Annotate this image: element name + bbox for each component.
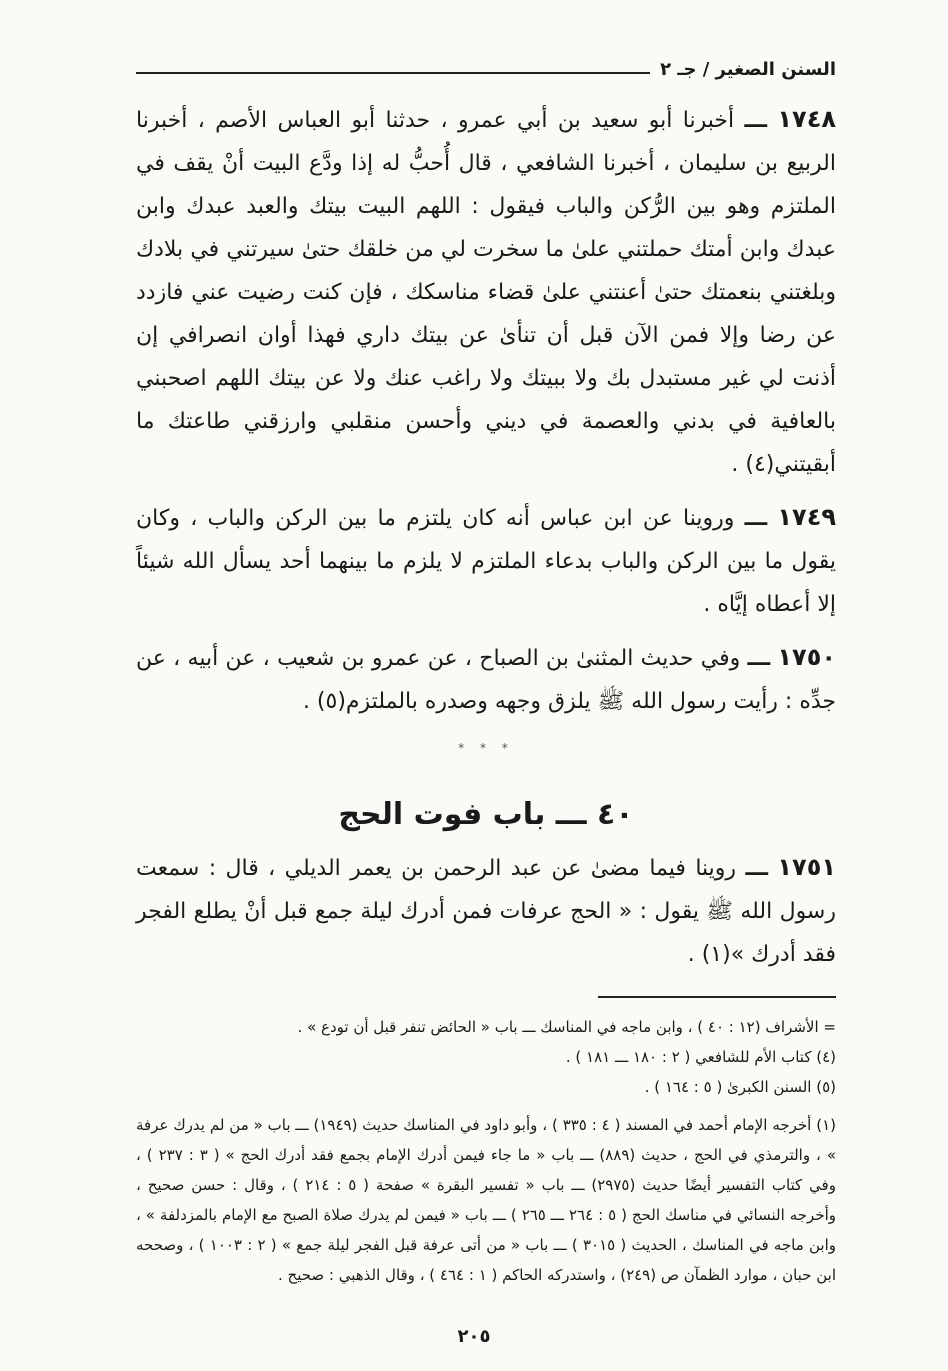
hadith-dash: ـــ xyxy=(744,506,768,531)
hadith-dash: ـــ xyxy=(744,108,768,133)
hadith-number: ١٧٤٨ xyxy=(777,105,836,133)
chapter-title: ٤٠ ـــ باب فوت الحج xyxy=(338,797,634,832)
hadith-text: أخبرنا أبو سعيد بن أبي عمرو ، حدثنا أبو العباس الأصم ، أخبرنا الربيع بن سليمان ، أخبرنا الشافعي ، قال أُحبُّ له إذا ودَّع البيت أنْ يقف في الملتزم وهو بين الرُّكن والباب فيقول : اللهم البيت بيتك والعبد عبدك وابن عبدك وابن أمتك حملتني علىٰ ما سخرت لي من خلقك حتىٰ سيرتني في بلادك وبلغتني بنعمتك حتىٰ أعنتني علىٰ قضاء مناسكك ، فإن كنت رضيت عني فازدد عن رضا وإلا فمن الآن قبل أن تنأىٰ عن بيتك داري فهذا أوان انصرافي إن أذنت لي غير مستبدل بك ولا ببيتك ولا راغب عنك ولا عن بيتك اللهم اصحبني بالعافية في بدني والعصمة في ديني وأحسن منقلبي وارزقني طاعتك ما أبقيتني(٤) . xyxy=(136,108,836,477)
footnote-rule xyxy=(598,996,836,998)
footnote: (٤) كتاب الأم للشافعي ( ٢ : ١٨٠ ـــ ١٨١ ) . xyxy=(565,1048,836,1066)
hadith-paragraph xyxy=(136,496,836,626)
footnote-gap xyxy=(136,1102,836,1110)
hadith-paragraph xyxy=(136,636,836,723)
hadith-number: ١٧٥١ xyxy=(777,853,836,881)
footnote: = الأشراف (١٢ : ٤٠ ) ، وابن ماجه في المناسك ـــ باب « الحائض تنفر قبل أن تودع » . xyxy=(297,1018,836,1036)
section-separator: * * * xyxy=(458,741,514,755)
hadith-text: وروينا عن ابن عباس أنه كان يلتزم ما بين الركن والباب ، وكان يقول ما بين الركن والباب بدعاء الملتزم لا يلزم ما بينهما أحد يسأل الله شيئاً إلا أعطاه إيَّاه . xyxy=(136,506,836,617)
hadith-dash: ـــ xyxy=(747,646,771,671)
running-header-title: السنن الصغير / جـ ٢ xyxy=(660,59,836,80)
hadith-paragraph xyxy=(136,846,836,976)
header-rule xyxy=(136,72,650,74)
hadith-paragraph xyxy=(136,98,836,486)
hadith-text: روينا فيما مضىٰ عن عبد الرحمن بن يعمر الديلي ، قال : سمعت رسول الله ﷺ يقول : « الحج عرفات فمن أدرك ليلة جمع قبل أنْ يطلع الفجر فقد أدرك »(١) . xyxy=(136,856,836,967)
hadith-number: ١٧٤٩ xyxy=(777,503,836,531)
footnote: (١) أخرجه الإمام أحمد في المسند ( ٤ : ٣٣٥ ) ، وأبو داود في المناسك حديث (١٩٤٩) ـــ باب « من لم يدرك عرفة » ، والترمذي في الحج ، حديث (٨٨٩) ـــ باب « ما جاء فيمن أدرك الإمام بجمع فقد أدرك الحج » ( ٣ : ٢٣٧ ) ، وفي كتاب التفسير أيضًا حديث (٢٩٧٥) ـــ باب « تفسير البقرة » صفحة ( ٥ : ٢١٤ ) ، وقال : حسن صحيح ، وأخرجه النسائي في مناسك الحج ( ٥ : ٢٦٤ ـــ ٢٦٥ ) ـــ باب « فيمن لم يدرك صلاة الصبح مع الإمام بالمزدلفة » ، وابن ماجه في المناسك ، الحديث ( ٣٠١٥ ) ـــ باب « من أتى عرفة قبل الفجر ليلة جمع » ( ٢ : ١٠٠٣ ) ، وصححه ابن حبان ، موارد الظمآن ص (٢٤٩) ، واستدركه الحاكم ( ١ : ٤٦٤ ) ، وقال الذهبي : صحيح . xyxy=(136,1116,837,1284)
running-header xyxy=(136,52,836,80)
page-number: ٢٠٥ xyxy=(457,1326,491,1347)
hadith-number: ١٧٥٠ xyxy=(777,643,836,671)
hadith-dash: ـــ xyxy=(745,856,768,881)
hadith-text: وفي حديث المثنىٰ بن الصباح ، عن عمرو بن شعيب ، عن أبيه ، عن جدِّه : رأيت رسول الله ﷺ يلزق وجهه وصدره بالملتزم(٥) . xyxy=(136,646,836,714)
footnote: (٥) السنن الكبرىٰ ( ٥ : ١٦٤ ) . xyxy=(644,1078,836,1096)
